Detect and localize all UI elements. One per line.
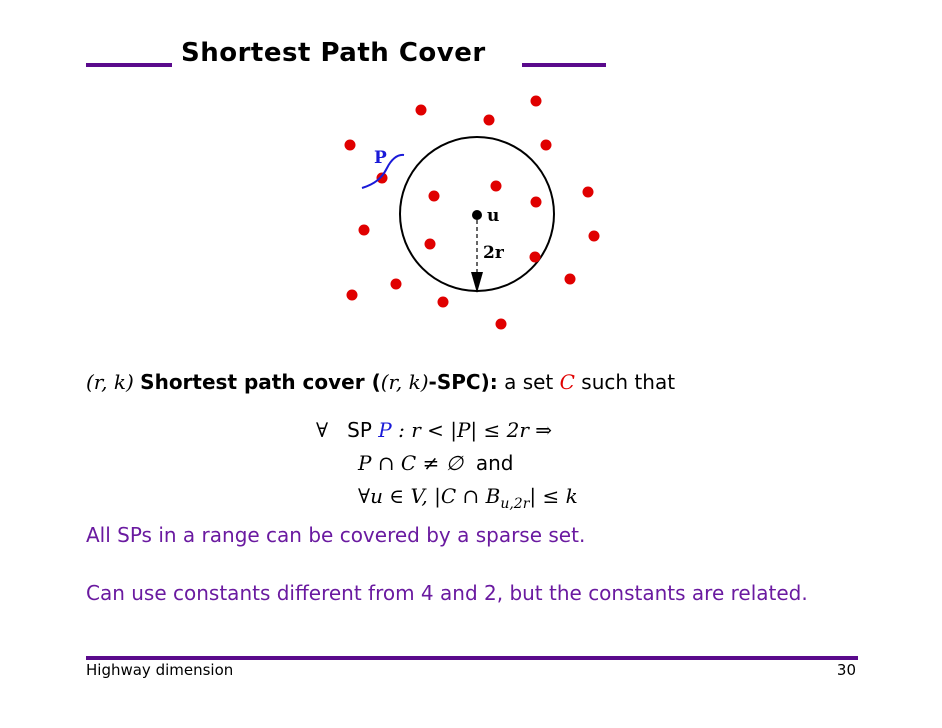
formula-line-3 [358, 484, 578, 512]
condition-2: P ∩ C ≠ ∅ [358, 451, 464, 475]
graph-vertex-point [541, 140, 552, 151]
rk-prefix: (r, k) [86, 370, 134, 394]
graph-vertex-point [429, 191, 440, 202]
condition-3-end: | ≤ k [529, 484, 578, 508]
graph-vertex-point [530, 252, 541, 263]
center-point-u [472, 210, 482, 220]
set-symbol: C [559, 370, 575, 394]
sp-label: SP [347, 418, 372, 442]
radius-label: 2r [483, 243, 504, 263]
center-label: u [487, 206, 500, 226]
graph-vertex-point [589, 231, 600, 242]
shortest-path-cover-figure [0, 0, 942, 360]
definition-text-a: a set [497, 370, 560, 394]
constants-note: Can use constants different from 4 and 2, but the constants are related. [86, 581, 808, 605]
graph-vertex-point [531, 197, 542, 208]
summary-line: All SPs in a range can be covered by a sparse set. [86, 523, 586, 547]
definition-term-rk: (r, k) [380, 370, 429, 394]
graph-vertex-point [496, 319, 507, 330]
graph-vertex-point [583, 187, 594, 198]
point-set [345, 96, 600, 330]
definition-line [86, 370, 675, 394]
path-label: P [374, 148, 387, 168]
graph-vertex-point [425, 239, 436, 250]
condition-3-subscript: u,2r [500, 496, 530, 512]
graph-vertex-point [438, 297, 449, 308]
graph-vertex-point [347, 290, 358, 301]
condition-3: ∀u ∈ V, |C ∩ B [358, 484, 501, 508]
graph-vertex-point [565, 274, 576, 285]
definition-text-b: such that [574, 370, 676, 394]
graph-vertex-point [531, 96, 542, 107]
definition-term-a: Shortest path cover ( [140, 370, 381, 394]
slide-title: Shortest Path Cover [181, 38, 486, 68]
footer-rule [86, 656, 858, 660]
radius-arrowhead [471, 272, 483, 293]
graph-vertex-point [416, 105, 427, 116]
formula-line-2 [358, 451, 514, 475]
forall-symbol: ∀ [316, 418, 329, 442]
graph-vertex-point [484, 115, 495, 126]
graph-vertex-point [345, 140, 356, 151]
p-symbol: P [378, 418, 392, 442]
condition-1: : r < |P| ≤ 2r ⇒ [398, 418, 553, 442]
graph-vertex-point [359, 225, 370, 236]
graph-vertex-point [391, 279, 402, 290]
page-number: 30 [836, 661, 856, 679]
footer-title: Highway dimension [86, 661, 234, 679]
formula-line-1 [316, 418, 552, 442]
graph-vertex-point [491, 181, 502, 192]
definition-term-b: -SPC): [428, 370, 498, 394]
and-word: and [475, 451, 514, 475]
